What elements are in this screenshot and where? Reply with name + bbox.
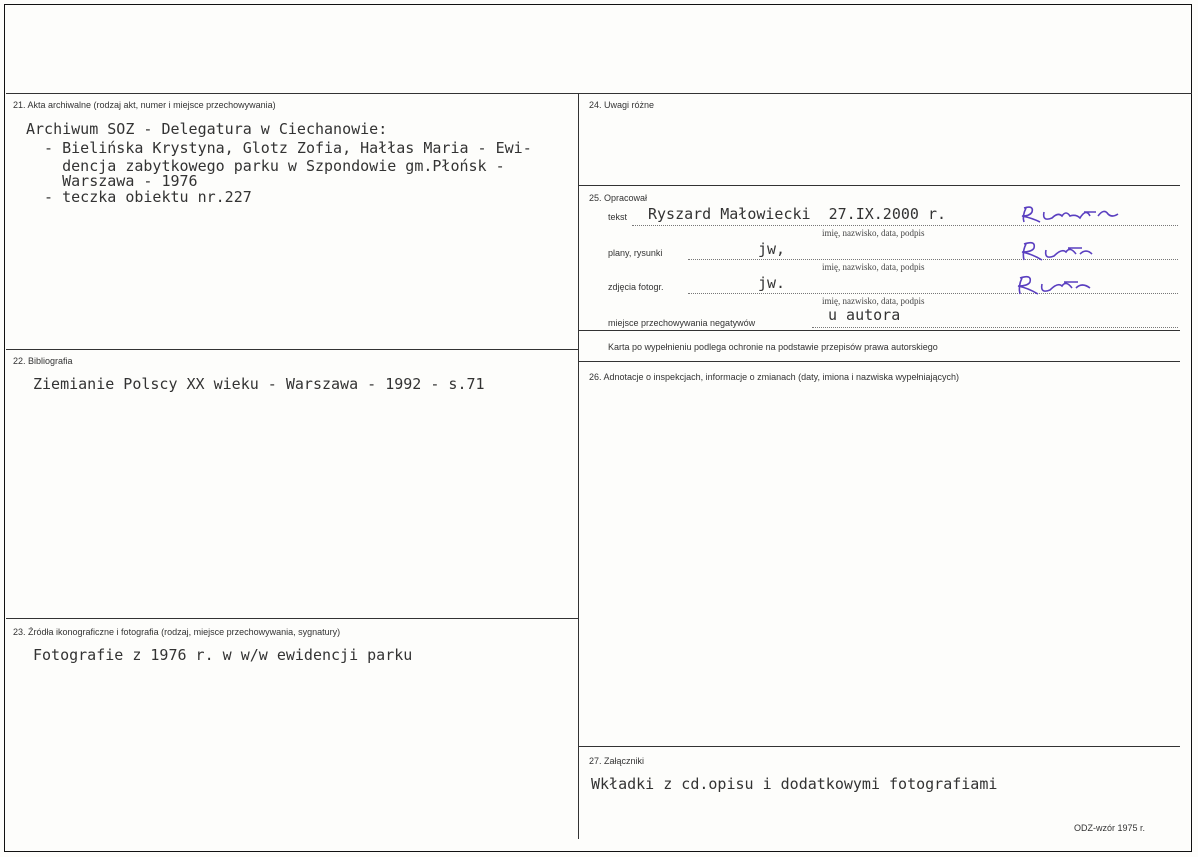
negatywy-label: miejsce przechowywania negatywów [608, 318, 756, 328]
negatywy-dotline [812, 327, 1178, 328]
form-footer: ODZ-wzór 1975 r. [1074, 823, 1146, 833]
signature-plany [1018, 238, 1108, 264]
tekst-value: Ryszard Małowiecki 27.IX.2000 r. [648, 205, 947, 223]
plany-label: plany, rysunki [608, 248, 663, 258]
zdjecia-caption: imię, nazwisko, data, podpis [822, 296, 925, 306]
section-22-text: Ziemianie Polscy XX wieku - Warszawa - 1992 - s.71 [33, 375, 485, 393]
plany-caption: imię, nazwisko, data, podpis [822, 262, 925, 272]
center-divider [578, 93, 579, 839]
rule-24-25 [578, 185, 1180, 186]
section-27-text: Wkładki z cd.opisu i dodatkowymi fotografiami [591, 775, 998, 793]
section-21-label: 21. Akta archiwalne (rodzaj akt, numer i miejsce przechowywania) [13, 100, 276, 110]
rule-22-23 [6, 618, 578, 619]
rule-25-note [578, 330, 1180, 331]
plany-value: jw, [758, 240, 786, 258]
rule-21-22 [6, 349, 578, 350]
copyright-note: Karta po wypełnieniu podlega ochronie na podstawie przepisów prawa autorskiego [608, 342, 938, 352]
section-25-label: 25. Opracował [589, 193, 648, 203]
section-23-label: 23. Źródła ikonograficzne i fotografia (rodzaj, miejsce przechowywania, sygnatury) [13, 627, 341, 637]
signature-zdjecia [1014, 272, 1104, 298]
section-22-label: 22. Bibliografia [13, 356, 73, 366]
section-21-line-2: - Bielińska Krystyna, Glotz Zofia, Hałłas Maria - Ewi- [26, 139, 532, 157]
zdjecia-dotline [688, 293, 1178, 294]
signature-tekst [1018, 202, 1128, 228]
section-24-label: 24. Uwagi różne [589, 100, 655, 110]
section-21-line-5: - teczka obiektu nr.227 [26, 188, 252, 206]
top-rule [6, 93, 1192, 94]
tekst-caption: imię, nazwisko, data, podpis [822, 228, 925, 238]
section-23-text: Fotografie z 1976 r. w w/w ewidencji parku [33, 646, 413, 664]
section-21-line-3: dencja zabytkowego parku w Szpondowie gm.Płońsk - [26, 157, 505, 175]
section-21-line-4: Warszawa - 1976 [26, 172, 198, 190]
zdjecia-value: jw. [758, 274, 786, 292]
zdjecia-label: zdjęcia fotogr. [608, 282, 664, 292]
tekst-label: tekst [608, 212, 628, 222]
rule-26-27 [578, 746, 1180, 747]
section-27-label: 27. Załączniki [589, 756, 645, 766]
rule-25-26 [578, 361, 1180, 362]
section-21-line-1: Archiwum SOZ - Delegatura w Ciechanowie: [26, 120, 388, 138]
negatywy-value: u autora [828, 306, 901, 324]
section-26-label: 26. Adnotacje o inspekcjach, informacje o zmianach (daty, imiona i nazwiska wypełniających) [589, 372, 960, 382]
